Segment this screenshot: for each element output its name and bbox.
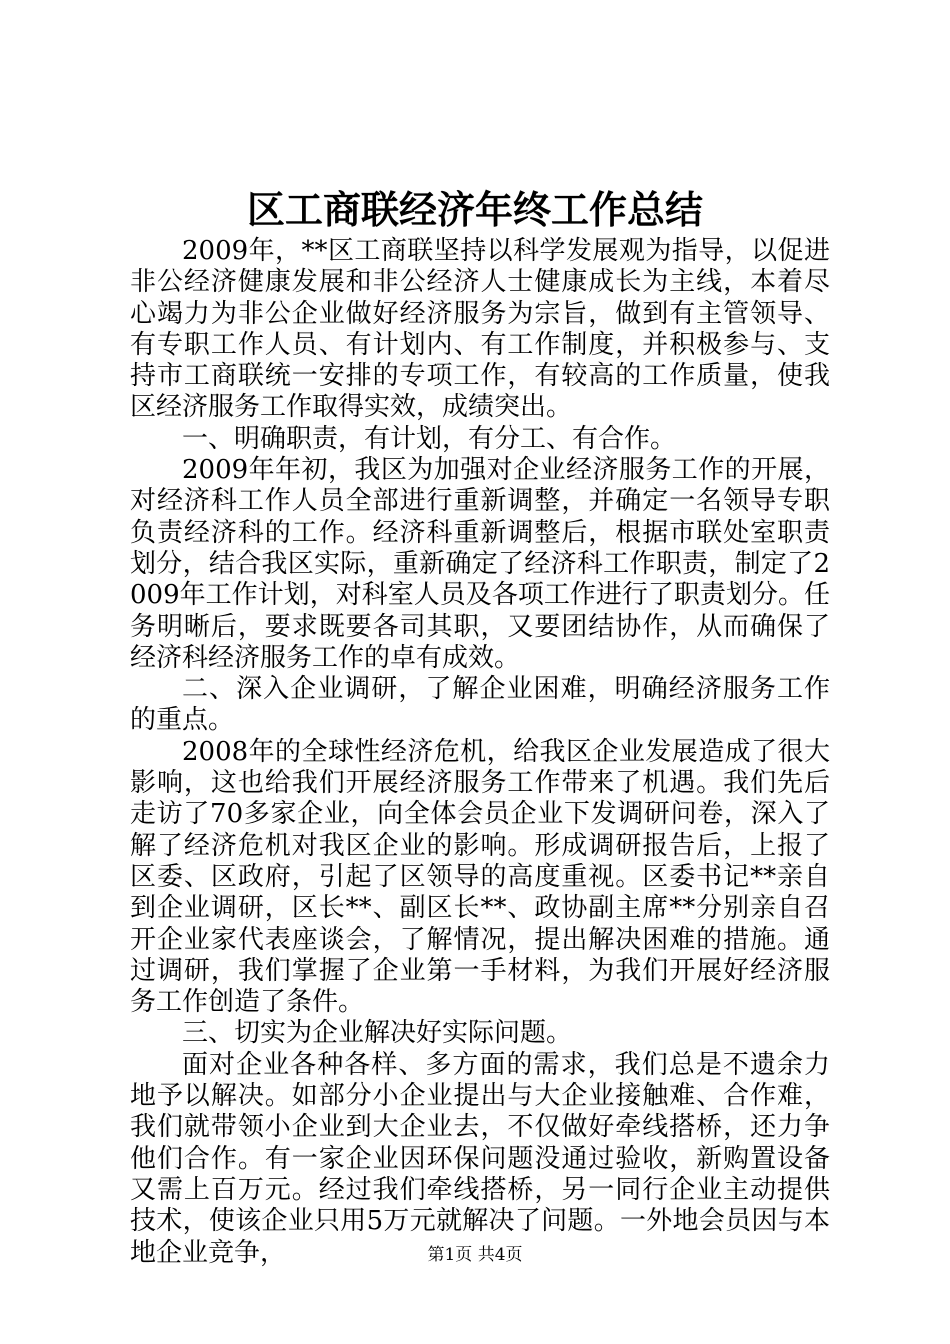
section-heading-3: 三、切实为企业解决好实际问题。 — [182, 1018, 573, 1049]
page-footer: 第1页 共4页 — [427, 1245, 523, 1265]
paragraph-section-3: 面对企业各种各样、多方面的需求，我们总是不遗余力地予以解决。如部分小企业提出与大企业接触难、合作难，我们就带领小企业到大企业去，不仅做好牵线搭桥，还力争他们合作。有一家企业因环保问题没通过验收，新购置设备又需上百万元。经过我们牵线搭桥，另一同行企业主动提供技术，使该企业只用5万元就解决了问题。一外地会员因与本地企业竞争， — [130, 1049, 830, 1268]
paragraph-intro: 2009年，**区工商联坚持以科学发展观为指导，以促进非公经济健康发展和非公经济人士健康成长为主线，本着尽心竭力为非公企业做好经济服务为宗旨，做到有主管领导、有专职工作人员、有计划内、有工作制度，并积极参与、支持市工商联统一安排的专项工作，有较高的工作质量，使我区经济服务工作取得实效，成绩突出。 — [130, 236, 830, 423]
section-heading-2: 二、深入企业调研，了解企业困难，明确经济服务工作的重点。 — [130, 674, 830, 736]
page-title: 区工商联经济年终工作总结 — [246, 187, 703, 232]
document-body — [130, 236, 830, 1269]
paragraph-section-2: 2008年的全球性经济危机，给我区企业发展造成了很大影响，这也给我们开展经济服务工作带来了机遇。我们先后走访了70多家企业，向全体会员企业下发调研问卷，深入了解了经济危机对我区企业的影响。形成调研报告后，上报了区委、区政府，引起了区领导的高度重视。区委书记**亲自到企业调研，区长**、副区长**、政协副主席**分别亲自召开企业家代表座谈会，了解情况，提出解决困难的措施。通过调研，我们掌握了企业第一手材料，为我们开展好经济服务工作创造了条件。 — [130, 736, 830, 1018]
paragraph-section-1: 2009年年初，我区为加强对企业经济服务工作的开展，对经济科工作人员全部进行重新调整，并确定一名领导专职负责经济科的工作。经济科重新调整后，根据市联处室职责划分，结合我区实际，重新确定了经济科工作职责，制定了2009年工作计划，对科室人员及各项工作进行了职责划分。任务明晰后，要求既要各司其职，又要团结协作，从而确保了经济科经济服务工作的卓有成效。 — [130, 455, 830, 673]
section-heading-1: 一、明确职责，有计划，有分工、有合作。 — [182, 423, 677, 454]
